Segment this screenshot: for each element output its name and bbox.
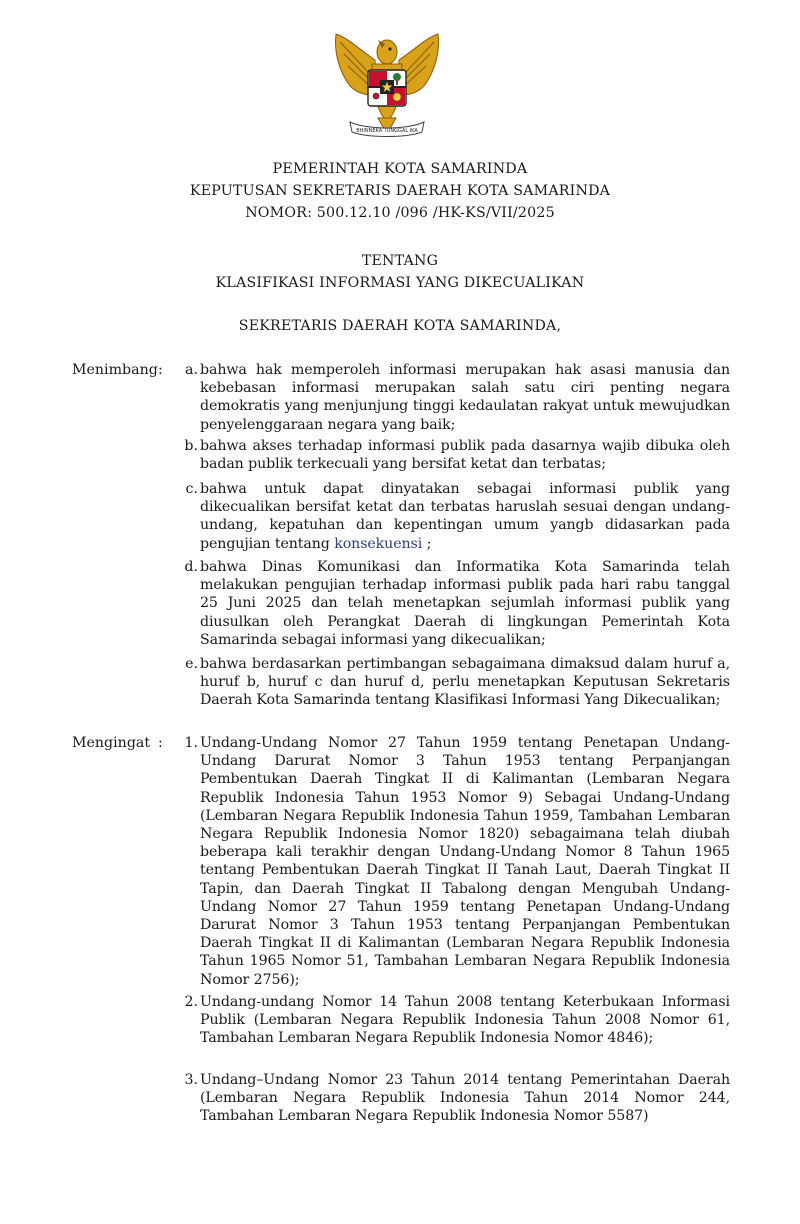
menimbang-item-c (170, 480, 730, 553)
menimbang-item-b (170, 437, 730, 473)
item-text: bahwa Dinas Komunikasi dan Informatika Kota Samarinda telah melakukan pengujian terhadap informasi publik pada hari rabu tanggal 25 Juni 2025 dan telah menetapkan sejumlah informasi publik yang diusulkan oleh Perangkat Daerah di lingkungan Pemerintah Kota Samarinda sebagai informasi yang dikecualikan; (200, 559, 730, 648)
menimbang-item-d (170, 558, 730, 649)
item-marker: 3. (184, 1072, 198, 1088)
item-text: bahwa akses terhadap informasi publik pada dasarnya wajib dibuka oleh badan publik terkecuali yang bersifat ketat dan terbatas; (200, 438, 730, 473)
menimbang-item-a (170, 361, 730, 434)
garuda-pancasila-emblem-icon (330, 30, 444, 142)
item-marker: c. (185, 481, 198, 497)
item-text: Undang-Undang Nomor 27 Tahun 1959 tentang Penetapan Undang-Undang Darurat Nomor 3 Tahun 1953 tentang Perpanjangan Pembentukan Daerah Tingkat II di Kalimantan (Lembaran Negara Republik Indonesia Tahun 1953 Nomor 9) Sebagai Undang-Undang (Lembaran Negara Republik Indonesia Tahun 1959, Tambahan Lembaran Negara Republik Indonesia Nomor 1820) sebagaimana telah diubah beberapa kali terakhir dengan Undang-Undang Nomor 8 Tahun 1965 tentang Pembentukan Daerah Tingkat II Tanah Laut, Daerah Tingkat II Tapin, dan Daerah Tingkat II Tabalong dengan Mengubah Undang-Undang Nomor 27 Tahun 1959 tentang Penetapan Undang-Undang Darurat Nomor 3 Tahun 1953 tentang Perpanjangan Pembentukan Daerah Tingkat II di Kalimantan (Lembaran Negara Republik Indonesia Tahun 1965 Nomor 51, Tambahan Lembaran Negara Republik Indonesia Nomor 2756); (200, 735, 730, 988)
menimbang-colon: : (158, 362, 163, 378)
svg-text:BHINNEKA TUNGGAL IKA: BHINNEKA TUNGGAL IKA (356, 128, 418, 134)
decree-subject: KLASIFIKASI INFORMASI YANG DIKECUALIKAN (215, 275, 585, 291)
konsekuensi-link[interactable]: konsekuensi (334, 535, 423, 552)
mengingat-item-2 (170, 993, 730, 1048)
issuing-official: SEKRETARIS DAERAH KOTA SAMARINDA, (238, 318, 562, 334)
item-marker: 2. (184, 994, 198, 1010)
item-text-suffix: ; (422, 535, 432, 552)
document-header (0, 158, 800, 224)
mengingat-item-3 (170, 1071, 730, 1126)
item-text-container (200, 480, 730, 553)
item-marker: a. (185, 362, 198, 378)
item-marker: b. (184, 438, 198, 454)
tentang-heading: TENTANG (361, 253, 439, 269)
item-marker: 1. (184, 735, 198, 751)
item-marker: e. (185, 656, 198, 672)
menimbang-label: Menimbang (72, 362, 158, 378)
item-marker: d. (184, 559, 198, 575)
mengingat-label: Mengingat (72, 735, 151, 751)
item-text: Undang-undang Nomor 14 Tahun 2008 tentang Keterbukaan Informasi Publik (Lembaran Negara Republik Indonesia Tahun 2008 Nomor 61, Tambahan Lembaran Negara Republik Indonesia Nomor 4846); (200, 994, 730, 1047)
mengingat-colon: : (158, 735, 163, 751)
item-text: bahwa untuk dapat dinyatakan sebagai informasi publik yang dikecualikan bersifat ketat dan terbatas haruslah sesuai dengan undang-undang, kepatuhan dan kepentingan umum yangb didasarkan pada pengujian tentang (200, 481, 730, 552)
item-text: Undang–Undang Nomor 23 Tahun 2014 tentang Pemerintahan Daerah (Lembaran Negara Republik Indonesia Tahun 2014 Nomor 244, Tambahan Lembaran Negara Republik Indonesia Nomor 5587) (200, 1072, 730, 1125)
mengingat-item-1 (170, 734, 730, 989)
item-text: bahwa berdasarkan pertimbangan sebagaimana dimaksud dalam huruf a, huruf b, huruf c dan huruf d, perlu menetapkan Keputusan Sekretaris Daerah Kota Samarinda tentang Klasifikasi Informasi Yang Dikecualikan; (200, 656, 730, 709)
decree-title: KEPUTUSAN SEKRETARIS DAERAH KOTA SAMARINDA (189, 183, 611, 199)
government-name: PEMERINTAH KOTA SAMARINDA (272, 161, 528, 177)
menimbang-item-e (170, 655, 730, 710)
item-text: bahwa hak memperoleh informasi merupakan hak asasi manusia dan kebebasan informasi merupakan salah satu ciri penting negara demokratis yang menjunjung tinggi kedaulatan rakyat untuk mewujudkan penyelenggaraan negara yang baik; (200, 362, 730, 433)
official-block (0, 315, 800, 337)
decree-number: NOMOR: 500.12.10 /096 /HK-KS/VII/2025 (245, 205, 555, 221)
subject-block (0, 250, 800, 294)
